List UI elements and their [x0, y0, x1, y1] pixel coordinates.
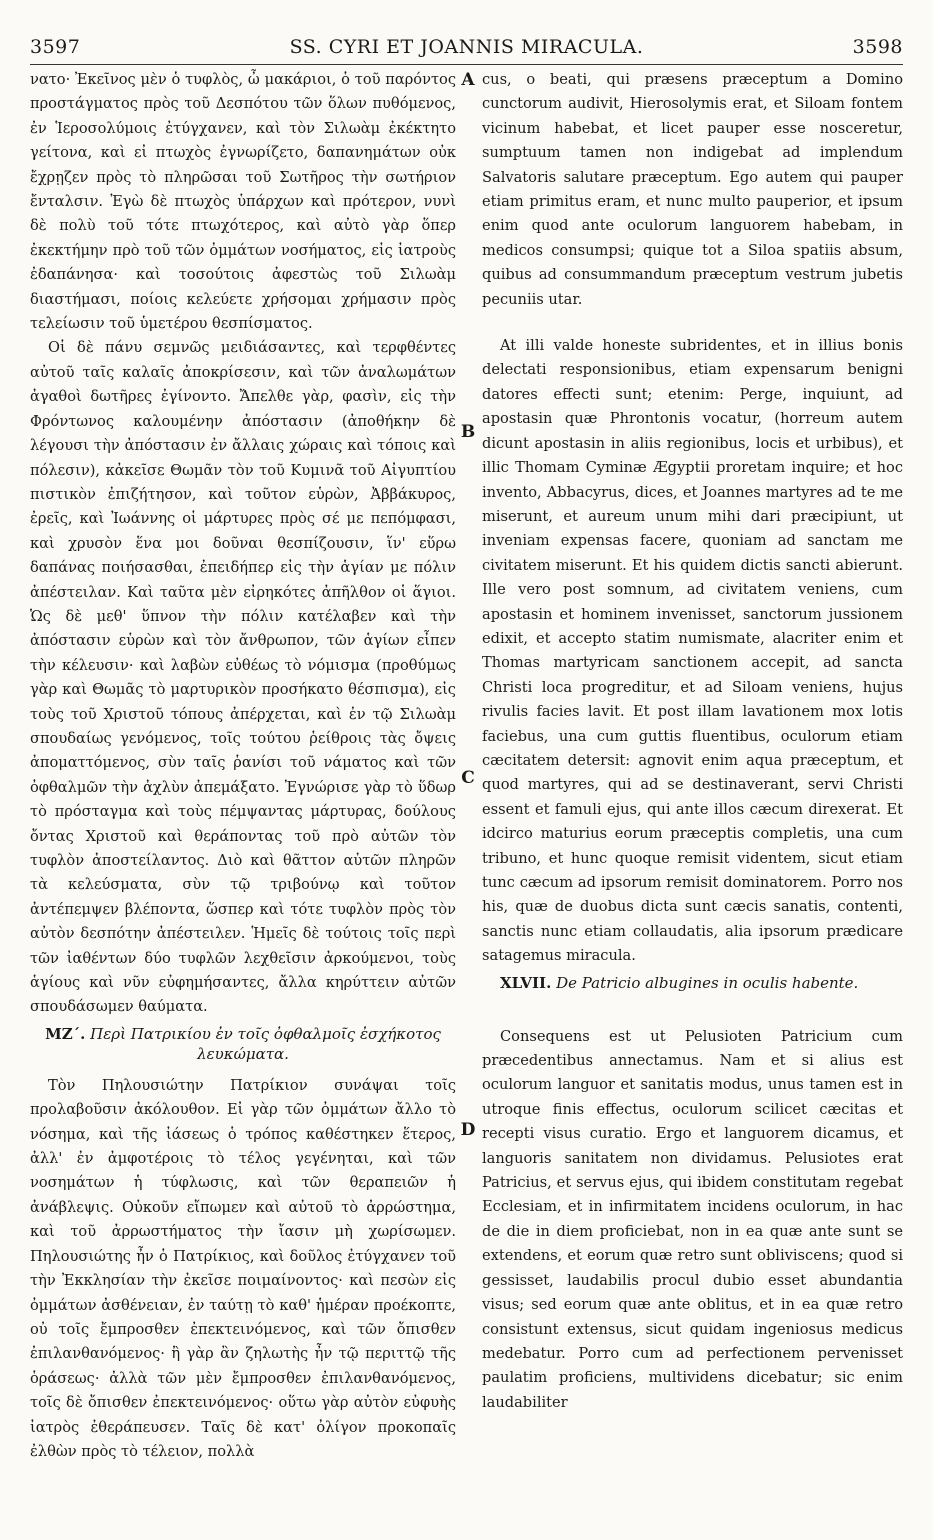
margin-marker-d: D [460, 1120, 476, 1140]
heading-gap [482, 1003, 903, 1025]
page-header [30, 34, 903, 65]
margin-marker-c: C [461, 768, 475, 788]
margin-marker-a: A [461, 70, 475, 90]
latin-paragraph-3: Consequens est ut Pelusioten Patricium cum præcedentibus annectamus. Nam et si alius est oculorum languor et sanitatis modus, unus tamen est in utroque finis effectus, oculorum scilicet cæcitas et recepti visus curatio. Ergo et languorem dicamus, et languoris sanitatem non dividamus. Pelusiotes erat Patricius, et servus ejus, qui ibidem constitutam regebat Ecclesiam, et in infirmitatem incidens oculorum, in hac de die in diem proficiebat, non in ea quæ ante sunt se extendens, et eorum quæ retro sunt obliviscens; quod si gessisset, laudabilis procul dubio esset abundantia visus; sed eorum quæ ante oblitus, et in ea quæ retro consistunt extensus, sicut quidam ingeniosus medicus medebatur. Porro cum ad perfectionem pervenisset paulatim proficiens, multividens dicebatur; sic enim laudabiliter [482, 1027, 903, 1411]
greek-column [30, 68, 456, 1464]
latin-paragraph-1: cus, o beati, qui præsens præceptum a Domino cunctorum audivit, Hierosolymis erat, et Siloam fontem vicinum habebat, et licet pauper esse nosceretur, sumptuum tamen non indigebat ad implendum Salvatoris salutare præceptum. Ego autem qui pauper etiam primitus eram, et nunc multo pauperior, et ipsum enim quod ante oculorum languorem habebam, in medicos consumpsi; quique tot a Siloa spatiis absum, quibus ad consummandum præceptum vestrum jubetis pecuniis utar. [482, 71, 903, 308]
latin-chapter-number: XLVII. [500, 973, 552, 992]
running-title: SS. CYRI ET JOANNIS MIRACULA. [289, 36, 644, 58]
greek-chapter-number: ΜΖ΄. [45, 1024, 86, 1043]
page-number-left: 3597 [30, 36, 81, 58]
greek-paragraph-3: Τὸν Πηλουσιώτην Πατρίκιον συνάψαι τοῖς προλαβοῦσιν ἀκόλουθον. Εἰ γὰρ τῶν ὀμμάτων ἄλλο τὸ νόσημα, καὶ τῆς ἰάσεως ὁ τρόπος καθέστηκεν ἕτερος, ἀλλ' ἐν ἀμφοτέροις τὸ τέλος γεγένηται, καὶ τῶν νοσημάτων ἡ τύφλωσις, καὶ τῶν θεραπειῶν ἡ ἀνάβλεψις. Οὐκοῦν εἴπωμεν καὶ αὐτοῦ τὸ ἀρρώστημα, καὶ τοῦ ἀρρωστήματος τὴν ἴασιν μὴ χωρίσωμεν. Πηλουσιώτης ἦν ὁ Πατρίκιος, καὶ δοῦλος ἐτύγχανεν τοῦ τὴν Ἐκκλησίαν τὴν ἐκεῖσε ποιμαίνοντος· καὶ πεσὼν εἰς ὀμμάτων ἀσθένειαν, ἐν ταύτῃ τὸ καθ' ἡμέραν προέκοπτε, οὐ τοῖς ἔμπροσθεν ἐπεκτεινόμενος, καὶ τῶν ὄπισθεν ἐπιλανθανόμενος· ἢ γὰρ ἂν ζηλωτὴς ἦν τῷ περιττῷ τῆς ὁράσεως· ἀλλὰ τῶν μὲν ἔμπροσθεν ἐπιλανθανόμενος, τοῖς δὲ ὄπισθεν ἐπεκτεινόμενος· οὕτω γὰρ αὐτὸν εὐφυὴς ἰατρὸς ἐθεράπευσεν. Ταῖς δὲ κατ' ὀλίγον προκοπαῖς ἐλθὼν πρὸς τὸ τέλειον, πολλὰ [30, 1076, 456, 1460]
latin-paragraph-2: At illi valde honeste subridentes, et in illius bonis delectati responsionibus, etiam expensarum benigni datores effecti sunt; etenim: Perge, inquiunt, ad apostasin quæ Phrontonis vocatur, (horreum autem dicunt apostasin in aliis regionibus, locis et urbibus), et illic Thomam Cyminæ Ægyptii proretam inquire; et hoc invento, Abbacyrus, dices, et Joannes martyres ad te me miserunt, et aureum unum mihi dari præcipiunt, ut inveniam expensas facere, quoniam ad sanctam me civitatem miserunt. Et his quidem dictis sancti abierunt. Ille vero post somnum, ad civitatem veniens, cum apostasin et hominem invenisset, sanctorum jussionem edixit, et accepto statim numismate, alacriter enim et Thomas martyricam sanctionem accepit, ad sancta Christi loca progreditur, et ad Siloam veniens, hujus rivulis facies lavit. Et post illam lavationem mox lotis faciebus, una cum guttis fluentibus, oculorum etiam cæcitatem detersit: agnovit enim aqua præceptum, et quod martyres, qui ad se destinaverant, servi Christi essent et famuli ejus, qui ante illos cæcum direxerat. Et idcirco maturius eorum præceptis completis, una cum tribuno, et hunc quoque remisit videntem, sicut etiam tunc cæcum ad ipsorum remisit dominatorem. Porro nos his, quæ de duobus dicta sunt cæcis sanatis, contenti, sanctis nunc etiam collaudatis, alia ipsorum prædicare satagemus miracula. [482, 337, 903, 965]
latin-chapter-title: De Patricio albugines in oculis habente. [556, 973, 859, 992]
greek-chapter-title: Περὶ Πατρικίου ἐν τοῖς ὀφθαλμοῖς ἐσχήκοτος λευκώματα. [90, 1024, 441, 1063]
latin-column [482, 68, 903, 1415]
page-number-right: 3598 [852, 36, 903, 58]
greek-paragraph-2: Οἱ δὲ πάνυ σεμνῶς μειδιάσαντες, καὶ τερφθέντες αὐτοῦ ταῖς καλαῖς ἀποκρίσεσιν, καὶ τῶν ἀναλωμάτων ἀγαθοὶ δωτῆρες ἐγίνοντο. Ἄπελθε γὰρ, φασὶν, εἰς τὴν Φρόντωνος καλουμένην ἀπόστασιν (ἀποθήκην δὲ λέγουσι τὴν ἀπόστασιν ἐν ἄλλαις χώραις καὶ τόποις καὶ πόλεσιν), κἀκεῖσε Θωμᾶν τὸν τοῦ Κυμινᾶ τοῦ Αἰγυπτίου πιστικὸν ἐπιζήτησον, καὶ τοῦτον εὑρὼν, Ἀββάκυρος, ἐρεῖς, καὶ Ἰωάννης οἱ μάρτυρες πρὸς σέ με πεπόμφασι, καὶ χρυσὸν ἕνα μοι δοῦναι θεσπίζουσιν, ἵν' εὕρω δαπάνας ποιήσασθαι, ἐπειδήπερ εἰς τὴν ἁγίαν με πόλιν ἀπέστειλαν. Καὶ ταῦτα μὲν εἰρηκότες ἀπῆλθον οἱ ἅγιοι. Ὡς δὲ μεθ' ὕπνον τὴν πόλιν κατέλαβεν καὶ τὴν ἀπόστασιν εὑρὼν καὶ τὸν ἄνθρωπον, τῶν ἁγίων εἶπεν τὴν κέλευσιν· καὶ λαβὼν εὐθέως τὸ νόμισμα (προθύμως γὰρ καὶ Θωμᾶς τὸ μαρτυρικὸν προσήκατο θέσπισμα), εἰς τοὺς τοῦ Χριστοῦ τόπους ἀπέρχεται, καὶ ἐν τῷ Σιλωὰμ σπουδαίως γενόμενος, τοῖς τούτου ῥείθροις τὰς ὄψεις ἀποματτόμενος, σὺν ταῖς ῥανίσι τοῦ νάματος καὶ τῶν ὀφθαλμῶν τὴν ἀχλὺν ἀπεμάξατο. Ἐγνώρισε γὰρ τὸ ὕδωρ τὸ πρόσταγμα καὶ τοὺς πέμψαντας μάρτυρας, δούλους ὄντας Χριστοῦ καὶ θεράποντας τοῦ πρὸ αὐτῶν τὸν τυφλὸν ἀποστείλαντος. Διὸ καὶ θᾶττον αὐτῶν πληρῶν τὰ κελεύσματα, σὺν τῷ τριβούνῳ καὶ τοῦτον ἀντέπεμψεν βλέποντα, ὥσπερ καὶ τότε τυφλὸν πρὸς τὸν αὐτὸν δεσπότην ἀπέστειλεν. Ἡμεῖς δὲ τούτοις τοῖς περὶ τῶν ἰαθέντων δύο τυφλῶν λεχθεῖσιν ἀρκούμενοι, τοὺς ἁγίους καὶ νῦν εὐφημήσαντες, ἄλλα κηρύττειν αὐτῶν σπουδάσωμεν θαύματα. [30, 339, 456, 1016]
greek-paragraph-1: νατο· Ἐκεῖνος μὲν ὁ τυφλὸς, ὦ μακάριοι, ὁ τοῦ παρόντος προστάγματος πρὸς τοῦ Δεσπότου τῶν ὅλων πυθόμενος, ἐν Ἱεροσολύμοις ἐτύγχανεν, καὶ τὸν Σιλωὰμ ἐκέκτητο γείτονα, καὶ εἰ πτωχὸς ἐγνωρίζετο, δαπανημάτων οὐκ ἔχρῃζεν πρὸς τὸ πληρῶσαι τοῦ Σωτῆρος τὴν σωτήριον ἔνταλσιν. Ἐγὼ δὲ πτωχὸς ὑπάρχων καὶ πρότερον, νυνὶ δὲ πολὺ τοῦ τότε πτωχότερος, καὶ αὐτὸ γὰρ ὅπερ ἐκεκτήμην πρὸ τοῦ τῶν ὀμμάτων νοσήματος, εἰς ἰατροὺς ἐδαπάνησα· καὶ τοσούτοις ἀφεστὼς τοῦ Σιλωὰμ διαστήμασι, ποίοις κελεύετε χρήσομαι χρήμασιν πρὸς τελείωσιν τοῦ ὑμετέρου θεσπίσματος. [30, 71, 456, 333]
latin-chapter-heading [482, 973, 903, 993]
greek-chapter-heading [30, 1024, 456, 1064]
paragraph-gap [482, 312, 903, 334]
margin-marker-b: B [460, 422, 476, 442]
